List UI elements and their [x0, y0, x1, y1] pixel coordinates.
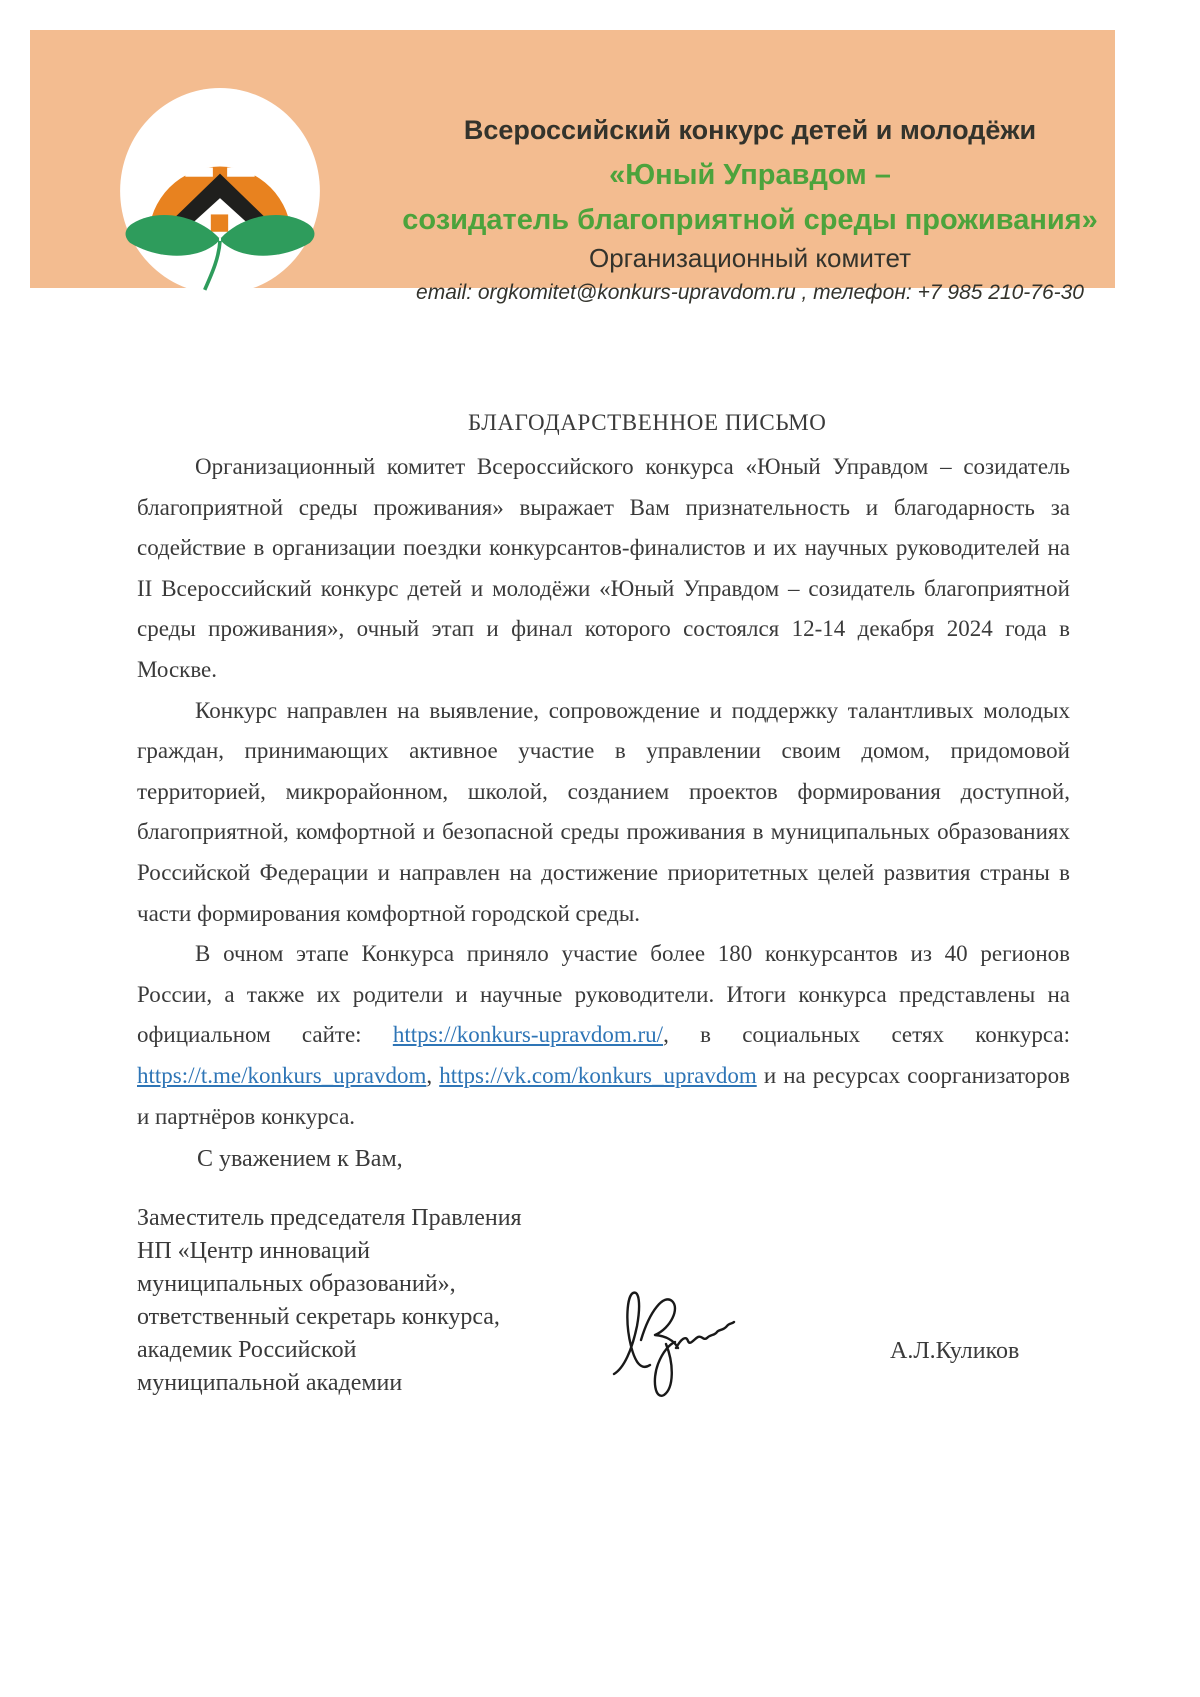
site-link[interactable]: https://konkurs-upravdom.ru/	[392, 1022, 664, 1048]
logo-svg	[118, 86, 322, 298]
signer-title-line: Заместитель председателя Правления	[137, 1205, 522, 1231]
signer-title-line: муниципальных образований»,	[137, 1271, 456, 1297]
header-contest-line: Всероссийский конкурс детей и молодёжи	[463, 115, 1037, 145]
header-title-line-2: созидатель благоприятной среды проживания»	[402, 203, 1098, 236]
signer-title-line: академик Российской	[137, 1337, 357, 1363]
letter-body	[137, 447, 1070, 1137]
header-title-line-1: «Юный Управдом –	[609, 158, 891, 191]
text-run: ,	[426, 1062, 440, 1088]
handwritten-signature	[608, 1276, 748, 1411]
letter-title: БЛАГОДАРСТВЕННОЕ ПИСЬМО	[468, 410, 827, 435]
vk-link[interactable]: https://vk.com/konkurs_upravdom	[439, 1062, 757, 1088]
letter-paragraph-1: Организационный комитет Всероссийского конкурса «Юный Управдом – созидатель благоприятной среды проживания» выражает Вам признательность и благодарность за содействие в организации поездки конкурсантов-финалистов и их научных руководителей на II Всероссийский конкурс детей и молодёжи «Юный Управдом – созидатель благоприятной среды проживания», очный этап и финал которого состоялся 12-14 декабря 2024 года в Москве.	[137, 454, 1070, 682]
signer-title-line: ответственный секретарь конкурса,	[137, 1304, 500, 1330]
header-text-group	[360, 114, 1140, 306]
text-run: В очном этапе Конкурса приняло участие более 180 конкурсантов из 40 регионов России, а также их родители и научные руководители. Итоги конкурса представлены на официальном сайте:	[137, 941, 1070, 1048]
signer-title-line: муниципальной академии	[137, 1370, 403, 1396]
signer-title-block	[137, 1202, 522, 1400]
konkurs-upravdom-logo-icon	[118, 86, 322, 298]
telegram-link[interactable]: https://t.me/konkurs_upravdom	[137, 1062, 427, 1088]
header-band	[30, 30, 1115, 304]
signature-scribble	[608, 1276, 748, 1406]
text-run: , в социальных сетях конкурса:	[663, 1022, 1070, 1048]
closing-line: С уважением к Вам,	[197, 1146, 403, 1172]
signer-title-line: НП «Центр инноваций	[137, 1238, 371, 1264]
letter-paragraph-2: Конкурс направлен на выявление, сопровождение и поддержку талантливых молодых граждан, принимающих активное участие в управлении своим домом, придомовой территорией, микрорайонном, школой, созданием проектов формирования доступной, благоприятной, комфортной и безопасной среды проживания в муниципальных образованиях Российской Федерации и направлен на достижение приоритетных целей развития страны в части формирования комфортной городской среды.	[137, 697, 1070, 926]
signer-name: А.Л.Куликов	[890, 1338, 1020, 1364]
letter-paragraph-3	[137, 934, 1070, 1137]
header-committee-line: Организационный комитет	[589, 243, 911, 274]
header-contact-line: email: orgkomitet@konkurs-upravdom.ru , телефон: +7 985 210-76-30	[416, 280, 1084, 304]
text-run: и на ресурсах соорганизаторов и партнёров конкурса.	[137, 1062, 1071, 1129]
